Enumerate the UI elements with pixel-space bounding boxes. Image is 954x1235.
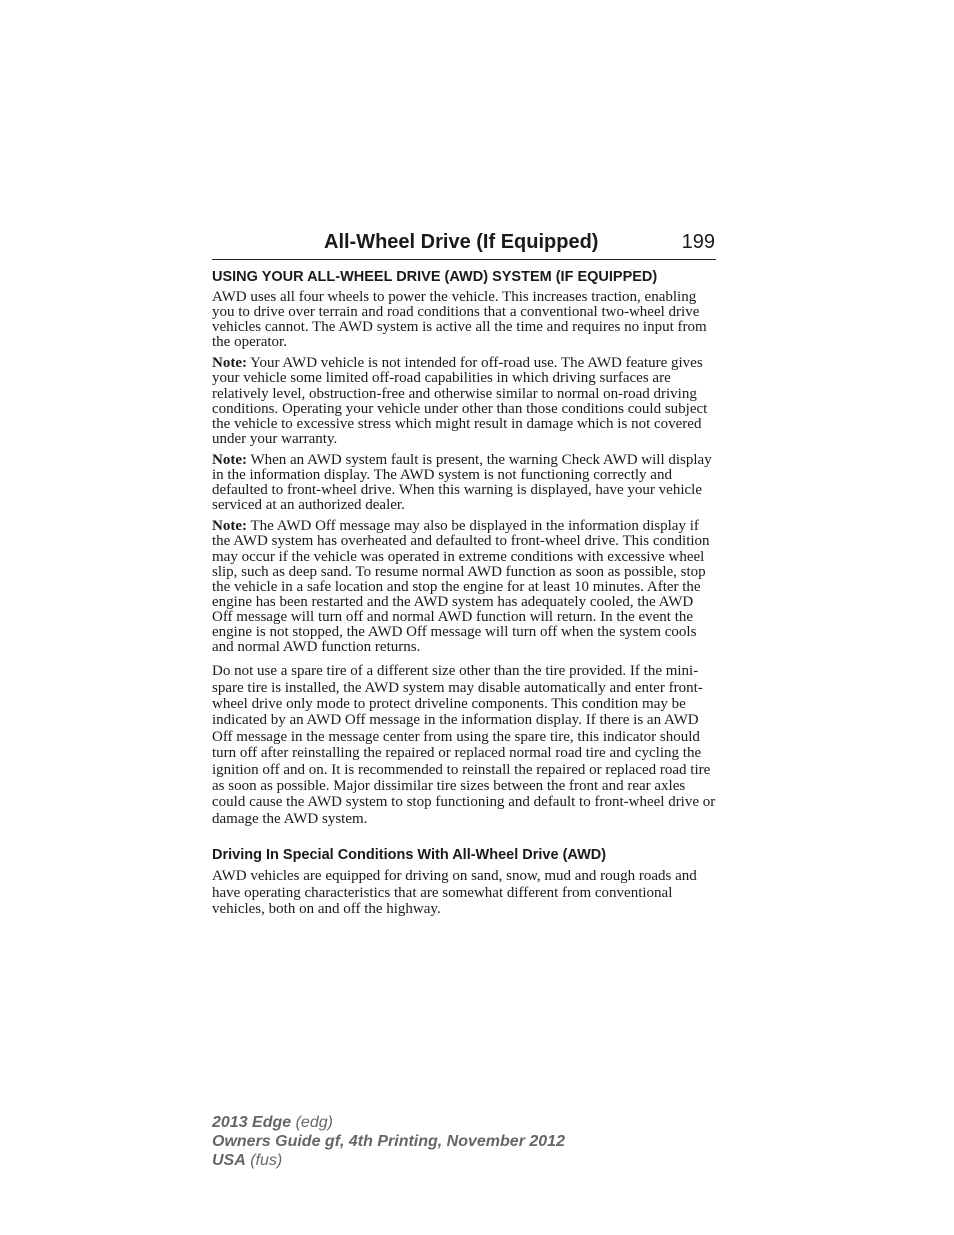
- section-heading: USING YOUR ALL-WHEEL DRIVE (AWD) SYSTEM (IF EQUIPPED): [212, 269, 658, 285]
- subsection-heading: Driving In Special Conditions With All-Wheel Drive (AWD): [212, 847, 607, 864]
- note-label: Note:: [212, 518, 247, 535]
- page-content: [212, 267, 716, 923]
- page-number: 199: [681, 231, 715, 253]
- footer-guide-line: Owners Guide gf, 4th Printing, November 2012: [212, 1133, 565, 1150]
- note-paragraph-3: [212, 519, 716, 655]
- footer-model-line: [212, 1113, 565, 1132]
- note-label: Note:: [212, 451, 247, 468]
- footer-model: 2013 Edge: [212, 1114, 292, 1131]
- footer-model-code: (edg): [291, 1114, 333, 1131]
- spare-tire-paragraph: Do not use a spare tire of a different size other than the tire provided. If the mini-spare tire is installed, the AWD system may disable automatically and enter front-wheel drive only mode to protect driveline components. This condition may be indicated by an AWD Off message in the information display. If there is an AWD Off message in the message center from using the spare tire, this indicator should turn off after reinstalling the repaired or replaced normal road tire and cycling the ignition off and on. It is recommended to reinstall the repaired or replaced road tire as soon as possible. Major dissimilar tire sizes between the front and rear axles could cause the AWD system to stop functioning and default to front-wheel drive or damage the AWD system.: [212, 663, 716, 827]
- page-footer: [212, 1113, 565, 1170]
- note-paragraph-2: [212, 453, 716, 513]
- special-conditions-paragraph: AWD vehicles are equipped for driving on sand, snow, mud and rough roads and have operating characteristics that are somewhat different from conventional vehicles, both on and off the highway.: [212, 868, 697, 918]
- footer-market-line: [212, 1151, 565, 1170]
- note-text: The AWD Off message may also be displayed in the information display if the AWD system has overheated and defaulted to front-wheel drive. This condition may occur if the vehicle was operated in extreme conditions with excessive wheel slip, such as deep sand. To resume normal AWD function as soon as possible, stop the vehicle in a safe location and stop the engine for at least 10 minutes. After the engine has been restarted and the AWD system has adequately cooled, the AWD Off message will turn off and normal AWD function will return. In the event the engine is not stopped, the AWD Off message will turn off when the system cools and normal AWD function returns.: [212, 518, 710, 656]
- note-paragraph-1: [212, 356, 716, 447]
- footer-market-code: (fus): [245, 1152, 283, 1169]
- note-text: When an AWD system fault is present, the warning Check AWD will display in the information display. The AWD system is not functioning correctly and defaulted to front-wheel drive. When this warning is displayed, have your vehicle serviced at an authorized dealer.: [212, 451, 712, 514]
- footer-market: USA: [212, 1152, 246, 1169]
- intro-paragraph: AWD uses all four wheels to power the vehicle. This increases traction, enabling you to drive over terrain and road conditions that a conventional two-wheel drive vehicles cannot. The AWD system is active all the time and requires no input from the operator.: [212, 289, 707, 351]
- page-header: [212, 229, 716, 260]
- note-text: Your AWD vehicle is not intended for off-road use. The AWD feature gives your vehicle some limited off-road capabilities in which driving surfaces are relatively level, obstruction-free and otherwise similar to normal on-road driving conditions. Operating your vehicle under other than those conditions could subject the vehicle to excessive stress which might result in damage which is not covered under your warranty.: [212, 355, 708, 447]
- note-label: Note:: [212, 355, 247, 372]
- header-title: All-Wheel Drive (If Equipped): [324, 231, 599, 253]
